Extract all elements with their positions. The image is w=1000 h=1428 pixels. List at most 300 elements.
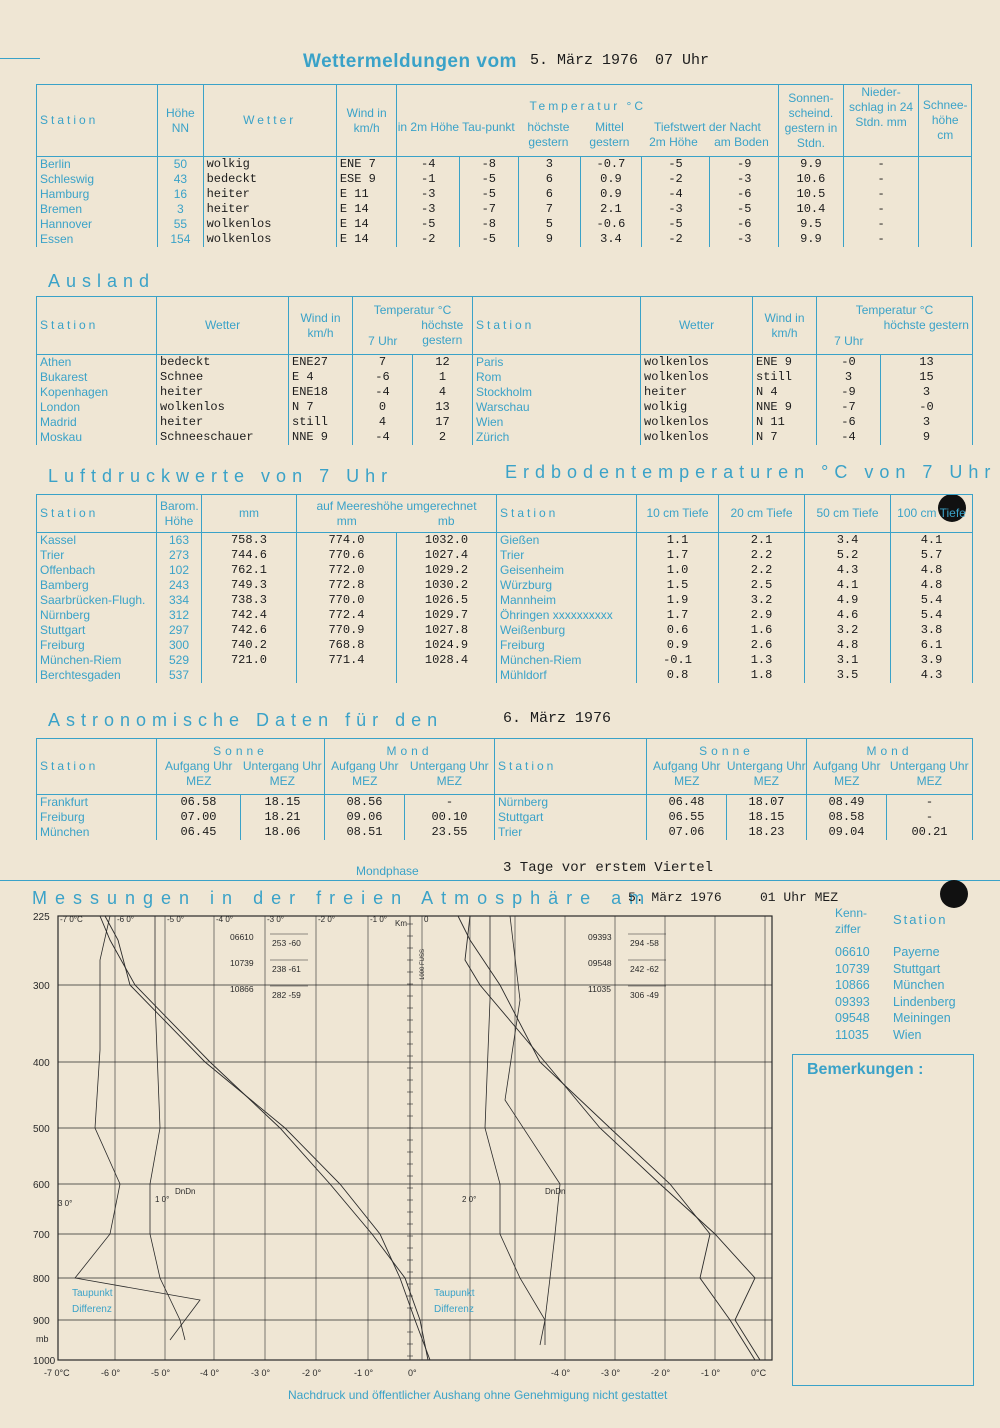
barom-height: 529 — [157, 653, 202, 668]
box-code: 09548 — [588, 958, 612, 968]
station-name: Zürich — [473, 430, 641, 445]
moonset: 00.21 — [887, 825, 973, 840]
wind: ESE 9 — [336, 172, 397, 187]
as-sonne-label-r: Sonne — [699, 744, 754, 758]
station-code: 10739 — [835, 961, 870, 976]
table-row — [37, 548, 973, 563]
table-row — [37, 217, 972, 232]
pressure-mm: 758.3 — [202, 533, 297, 549]
top-tick: 0 — [424, 915, 429, 924]
atmo-date: 5. März 1976 — [628, 890, 722, 905]
as-mond-label-r: Mond — [866, 744, 913, 758]
sunshine: 10.6 — [779, 172, 844, 187]
temp-7uhr: 4 — [353, 415, 413, 430]
soil-20cm: 1.3 — [719, 653, 805, 668]
ausland-table — [36, 296, 973, 445]
pressure-mm: 742.6 — [202, 623, 297, 638]
station-entry — [835, 945, 956, 962]
max-yesterday: 1 — [413, 370, 473, 385]
station-name: München — [37, 825, 157, 840]
bottom-tick: -1 0° — [701, 1368, 721, 1378]
station-entry — [835, 978, 956, 995]
mean-yesterday: 3.4 — [581, 232, 642, 247]
max-yesterday: 6 — [518, 187, 581, 202]
station-height: 154 — [158, 232, 203, 247]
soil-20cm: 2.9 — [719, 608, 805, 623]
table-row — [37, 593, 973, 608]
station-name: Paris — [473, 355, 641, 371]
table-row — [37, 533, 973, 549]
table-row — [37, 187, 972, 202]
bottom-tick: -6 0° — [101, 1368, 121, 1378]
station-name: Würzburg — [497, 578, 637, 593]
station-name: Berchtesgaden — [37, 668, 157, 683]
soil-100cm: 3.8 — [891, 623, 973, 638]
moonset: 23.55 — [405, 825, 495, 840]
sea-mb: 1024.9 — [397, 638, 497, 653]
temp-7uhr: -4 — [353, 385, 413, 400]
station-name: Offenbach — [37, 563, 157, 578]
station-name: Saarbrücken-Flugh. — [37, 593, 157, 608]
soil-10cm: 1.7 — [637, 608, 719, 623]
bottom-tick: 0° — [408, 1368, 417, 1378]
station-name: Payerne — [893, 945, 940, 959]
weather: heiter — [641, 385, 753, 400]
station-code: 10866 — [835, 978, 870, 992]
station-name: Nürnberg — [495, 795, 647, 811]
soil-50cm: 4.3 — [805, 563, 891, 578]
station-name: Schleswig — [37, 172, 158, 187]
weather: wolkenlos — [203, 217, 336, 232]
eb-col-station: Station — [497, 495, 637, 533]
temp-7uhr: -0 — [817, 355, 881, 371]
weather: heiter — [157, 385, 289, 400]
pressure-label: 700 — [33, 1230, 50, 1241]
soil-50cm: 5.2 — [805, 548, 891, 563]
min-2m: -5 — [641, 157, 710, 173]
col-sonne: Sonnen-scheind. gestern in Stdn. — [779, 85, 844, 157]
station-name: Stuttgart — [495, 810, 647, 825]
weather: heiter — [203, 202, 336, 217]
temp-7uhr: 0 — [353, 400, 413, 415]
station-name: Mannheim — [497, 593, 637, 608]
col-wind: Wind in km/h — [336, 85, 397, 157]
box-code: 06610 — [230, 932, 254, 942]
col-wetter: Wetter — [203, 85, 336, 157]
barom-height: 102 — [157, 563, 202, 578]
station-name: Mühldorf — [497, 668, 637, 683]
dn-label: DnDn — [175, 1187, 196, 1196]
sunrise: 06.58 — [157, 795, 241, 811]
sea-mb: 1032.0 — [397, 533, 497, 549]
station-name: Frankfurt — [37, 795, 157, 811]
station-code: 09548 — [835, 1011, 870, 1025]
max-yesterday: 6 — [518, 172, 581, 187]
soil-100cm: 5.4 — [891, 608, 973, 623]
station-name: Weißenburg — [497, 623, 637, 638]
box-code: 11035 — [588, 984, 612, 994]
sea-mb — [397, 668, 497, 683]
table-row — [37, 638, 973, 653]
bottom-tick: -7 0°C — [44, 1368, 70, 1378]
dewpoint: -5 — [460, 187, 519, 202]
precip: - — [843, 187, 919, 202]
table-row — [37, 400, 973, 415]
mondphase-value: 3 Tage vor erstem Viertel — [503, 860, 714, 876]
aus-col-temp-r — [817, 297, 973, 355]
deg-label: 3 0° — [58, 1199, 73, 1208]
station-entry — [835, 1028, 956, 1045]
table-row — [37, 668, 973, 683]
table-row — [37, 810, 973, 825]
soil-10cm: 1.1 — [637, 533, 719, 549]
weather: wolkenlos — [203, 232, 336, 247]
col-tiefst-2m: 2m Höhe — [649, 135, 698, 149]
weather: wolkig — [641, 400, 753, 415]
barom-height: 297 — [157, 623, 202, 638]
box-value: 282 -59 — [272, 990, 301, 1000]
soil-10cm: 1.5 — [637, 578, 719, 593]
pressure-label: 900 — [33, 1316, 50, 1327]
soil-50cm: 3.4 — [805, 533, 891, 549]
as-auf-m-r: Aufgang Uhr MEZ — [813, 759, 881, 788]
moonset: - — [887, 810, 973, 825]
weather: wolkenlos — [641, 370, 753, 385]
station-name: Hannover — [37, 217, 158, 232]
as-unter-s-r: Untergang Uhr MEZ — [726, 759, 806, 788]
ld-meer-label: auf Meereshöhe umgerechnet — [316, 498, 477, 513]
temp-7uhr: -9 — [817, 385, 881, 400]
station-name: Freiburg — [37, 638, 157, 653]
weather: Schneeschauer — [157, 430, 289, 445]
sea-mm: 772.4 — [297, 608, 397, 623]
temp-2m: -2 — [397, 232, 460, 247]
soil-50cm: 3.2 — [805, 623, 891, 638]
sea-mb: 1028.4 — [397, 653, 497, 668]
as-unter-m-l: Untergang Uhr MEZ — [409, 759, 489, 788]
table-row — [37, 825, 973, 840]
sea-mm: 768.8 — [297, 638, 397, 653]
soil-100cm: 5.7 — [891, 548, 973, 563]
soil-100cm: 4.1 — [891, 533, 973, 549]
wind: N 7 — [753, 430, 817, 445]
sunrise: 07.06 — [647, 825, 727, 840]
as-auf-m-l: Aufgang Uhr MEZ — [331, 759, 399, 788]
min-2m: -2 — [641, 232, 710, 247]
station-name: Essen — [37, 232, 158, 247]
moonset: - — [887, 795, 973, 811]
station-name: Bukarest — [37, 370, 157, 385]
min-ground: -3 — [710, 172, 779, 187]
sea-mb: 1029.2 — [397, 563, 497, 578]
col-mittel: Mittel gestern — [589, 120, 630, 149]
table-row — [37, 623, 973, 638]
sunset: 18.15 — [727, 810, 807, 825]
pressure-label: 225 — [33, 912, 50, 923]
snow — [919, 202, 972, 217]
as-unter-m-r: Untergang Uhr MEZ — [889, 759, 969, 788]
moonset: 00.10 — [405, 810, 495, 825]
min-ground: -6 — [710, 187, 779, 202]
aus-temp-label-r: Temperatur °C — [855, 302, 934, 317]
station-name: Freiburg — [497, 638, 637, 653]
station-name: Gießen — [497, 533, 637, 549]
temperatur-label: Temperatur °C — [529, 99, 647, 113]
soil-50cm: 4.8 — [805, 638, 891, 653]
temp-7uhr: -4 — [353, 430, 413, 445]
station-name: Trier — [37, 548, 157, 563]
aus-col-hoechste-r: höchste gestern — [883, 317, 969, 332]
sea-mm: 771.4 — [297, 653, 397, 668]
station-height: 43 — [158, 172, 203, 187]
bottom-tick: -3 0° — [601, 1368, 621, 1378]
col-temperatur-group — [397, 85, 779, 157]
taupunkt-label-2: Differenz — [434, 1304, 474, 1315]
sea-mb: 1027.4 — [397, 548, 497, 563]
temp-2m: -3 — [397, 202, 460, 217]
as-mond-r — [807, 739, 973, 795]
bottom-tick: -2 0° — [651, 1368, 671, 1378]
box-code: 09393 — [588, 932, 612, 942]
col-station: Station — [37, 85, 158, 157]
soil-100cm: 4.8 — [891, 563, 973, 578]
sunset: 18.06 — [241, 825, 325, 840]
col-nieder: Nieder-schlag in 24 Stdn. mm — [843, 85, 919, 157]
station-name: Wien — [473, 415, 641, 430]
pressure-label: 500 — [33, 1124, 50, 1135]
barom-height: 312 — [157, 608, 202, 623]
min-2m: -4 — [641, 187, 710, 202]
table-row — [37, 232, 972, 247]
sea-mb: 1029.7 — [397, 608, 497, 623]
weather: wolkig — [203, 157, 336, 173]
station-code: 11035 — [835, 1027, 869, 1042]
barom-height: 243 — [157, 578, 202, 593]
sea-mb: 1026.5 — [397, 593, 497, 608]
dewpoint: -8 — [460, 157, 519, 173]
station-name: Trier — [497, 548, 637, 563]
moonrise: 09.06 — [325, 810, 405, 825]
top-tick: -1 0° — [370, 915, 387, 924]
precip: - — [843, 232, 919, 247]
soil-50cm: 4.6 — [805, 608, 891, 623]
min-ground: -9 — [710, 157, 779, 173]
wind: still — [753, 370, 817, 385]
pressure-mm: 742.4 — [202, 608, 297, 623]
table-row — [37, 370, 973, 385]
report-time: 07 Uhr — [655, 52, 710, 69]
station-entry — [835, 962, 956, 979]
dewpoint: -5 — [460, 172, 519, 187]
dn-label: DnDn — [545, 1187, 566, 1196]
station-height: 3 — [158, 202, 203, 217]
soil-10cm: 0.8 — [637, 668, 719, 683]
soil-50cm: 3.5 — [805, 668, 891, 683]
soil-100cm: 5.4 — [891, 593, 973, 608]
as-auf-s-r: Aufgang Uhr MEZ — [653, 759, 721, 788]
station-list — [835, 945, 956, 1044]
soil-100cm: 6.1 — [891, 638, 973, 653]
max-yesterday: -0 — [881, 400, 973, 415]
pressure-mm: 762.1 — [202, 563, 297, 578]
soil-50cm: 3.1 — [805, 653, 891, 668]
temp-7uhr: 7 — [353, 355, 413, 371]
sea-mm: 774.0 — [297, 533, 397, 549]
diagram-grid — [58, 916, 772, 1360]
max-yesterday: 15 — [881, 370, 973, 385]
aus-col-wetter-r: Wetter — [641, 297, 753, 355]
bemerkungen-box — [792, 1054, 974, 1386]
soil-20cm: 1.6 — [719, 623, 805, 638]
wind: ENE18 — [289, 385, 353, 400]
pressure-label: 300 — [33, 981, 50, 992]
station-entry — [835, 995, 956, 1012]
ld-col-station: Station — [37, 495, 157, 533]
moonrise: 09.04 — [807, 825, 887, 840]
mean-yesterday: -0.7 — [581, 157, 642, 173]
diagram-curves — [75, 916, 760, 1360]
as-sonne-r — [647, 739, 807, 795]
table-row — [37, 653, 973, 668]
pressure-mm: 740.2 — [202, 638, 297, 653]
station-name: Stuttgart — [37, 623, 157, 638]
precip: - — [843, 202, 919, 217]
as-mond-l — [325, 739, 495, 795]
sunrise: 06.48 — [647, 795, 727, 811]
sea-mm — [297, 668, 397, 683]
mean-yesterday: 2.1 — [581, 202, 642, 217]
snow — [919, 232, 972, 247]
soil-20cm: 2.2 — [719, 548, 805, 563]
aus-col-station-r: Station — [473, 297, 641, 355]
pressure-label: 800 — [33, 1274, 50, 1285]
max-yesterday: 9 — [518, 232, 581, 247]
station-name: Hamburg — [37, 187, 158, 202]
table-row — [37, 355, 973, 371]
sunset: 18.15 — [241, 795, 325, 811]
as-col-station-r: Station — [495, 739, 647, 795]
dewpoint: -7 — [460, 202, 519, 217]
box-value: 294 -58 — [630, 938, 659, 948]
atmo-title: Messungen in der freien Atmosphäre am — [32, 888, 653, 908]
wind: E 4 — [289, 370, 353, 385]
min-ground: -5 — [710, 202, 779, 217]
station-name: Bamberg — [37, 578, 157, 593]
weather: bedeckt — [157, 355, 289, 371]
bottom-tick: -4 0° — [200, 1368, 220, 1378]
bottom-tick: -1 0° — [354, 1368, 374, 1378]
eb-col-10: 10 cm Tiefe — [637, 495, 719, 533]
aus-col-station-l: Station — [37, 297, 157, 355]
as-unter-s-l: Untergang Uhr MEZ — [242, 759, 322, 788]
station-name: Berlin — [37, 157, 158, 173]
barom-height: 334 — [157, 593, 202, 608]
table-row — [37, 172, 972, 187]
page-title: Wettermeldungen vom — [303, 51, 517, 72]
max-yesterday: 13 — [881, 355, 973, 371]
station-height: 50 — [158, 157, 203, 173]
station-name: Wien — [893, 1027, 922, 1042]
inland-table — [36, 84, 972, 247]
ld-col-mm2: mm — [336, 513, 357, 528]
aus-col-wetter-l: Wetter — [157, 297, 289, 355]
col-tiefst-boden: am Boden — [714, 135, 769, 149]
astro-table — [36, 738, 973, 840]
deg-label: 2 0° — [462, 1195, 477, 1204]
moonrise: 08.58 — [807, 810, 887, 825]
max-yesterday: 12 — [413, 355, 473, 371]
table-row — [37, 415, 973, 430]
sunset: 18.23 — [727, 825, 807, 840]
mondphase-label: Mondphase — [356, 864, 419, 878]
top-tick: -3 0° — [267, 915, 284, 924]
station-height: 55 — [158, 217, 203, 232]
station-name: München-Riem — [497, 653, 637, 668]
pressure-label: 1000 — [33, 1356, 56, 1367]
station-entry — [835, 1011, 956, 1028]
mean-yesterday: -0.6 — [581, 217, 642, 232]
barom-height: 163 — [157, 533, 202, 549]
sunshine: 9.9 — [779, 157, 844, 173]
sunshine: 9.9 — [779, 232, 844, 247]
temp-7uhr: -6 — [817, 415, 881, 430]
ld-col-mb: mb — [437, 513, 455, 528]
soil-20cm: 2.2 — [719, 563, 805, 578]
max-yesterday: 5 — [518, 217, 581, 232]
temp-2m: -5 — [397, 217, 460, 232]
station-name: München-Riem — [37, 653, 157, 668]
taupunkt-label: Taupunkt — [72, 1288, 113, 1299]
soil-100cm: 3.9 — [891, 653, 973, 668]
sea-mm: 770.0 — [297, 593, 397, 608]
pressure-mm: 749.3 — [202, 578, 297, 593]
soil-100cm: 4.3 — [891, 668, 973, 683]
max-yesterday: 9 — [881, 430, 973, 445]
weather: wolkenlos — [157, 400, 289, 415]
soil-10cm: 1.0 — [637, 563, 719, 578]
sounding-curve — [465, 916, 760, 1360]
temp-2m: -1 — [397, 172, 460, 187]
station-name: Geisenheim — [497, 563, 637, 578]
sunshine: 10.4 — [779, 202, 844, 217]
station-name: Moskau — [37, 430, 157, 445]
sea-mm: 770.9 — [297, 623, 397, 638]
aus-col-7uhr-l: 7 Uhr — [368, 333, 398, 348]
km-label: Km — [395, 919, 407, 928]
station-name: Trier — [495, 825, 647, 840]
kenn-header: Kenn-ziffer — [835, 906, 868, 936]
table-row — [37, 157, 972, 173]
precip: - — [843, 157, 919, 173]
station-name: Lindenberg — [893, 994, 956, 1009]
station-name: Öhringen xxxxxxxxxx — [497, 608, 637, 623]
aus-col-temp-l — [353, 297, 473, 355]
aus-col-7uhr-r: 7 Uhr — [834, 333, 864, 348]
wind: N 7 — [289, 400, 353, 415]
max-yesterday: 2 — [413, 430, 473, 445]
wind: N 4 — [753, 385, 817, 400]
bottom-tick: -2 0° — [302, 1368, 322, 1378]
wind: E 14 — [336, 217, 397, 232]
col-in2m: in 2m Höhe — [397, 120, 460, 134]
margin-tick — [0, 58, 40, 59]
top-tick: -2 0° — [318, 915, 335, 924]
eb-col-100: 100 cm Tiefe — [891, 495, 973, 533]
weather: Schnee — [157, 370, 289, 385]
station-name: Nürnberg — [37, 608, 157, 623]
station-name: Bremen — [37, 202, 158, 217]
soil-10cm: 1.9 — [637, 593, 719, 608]
